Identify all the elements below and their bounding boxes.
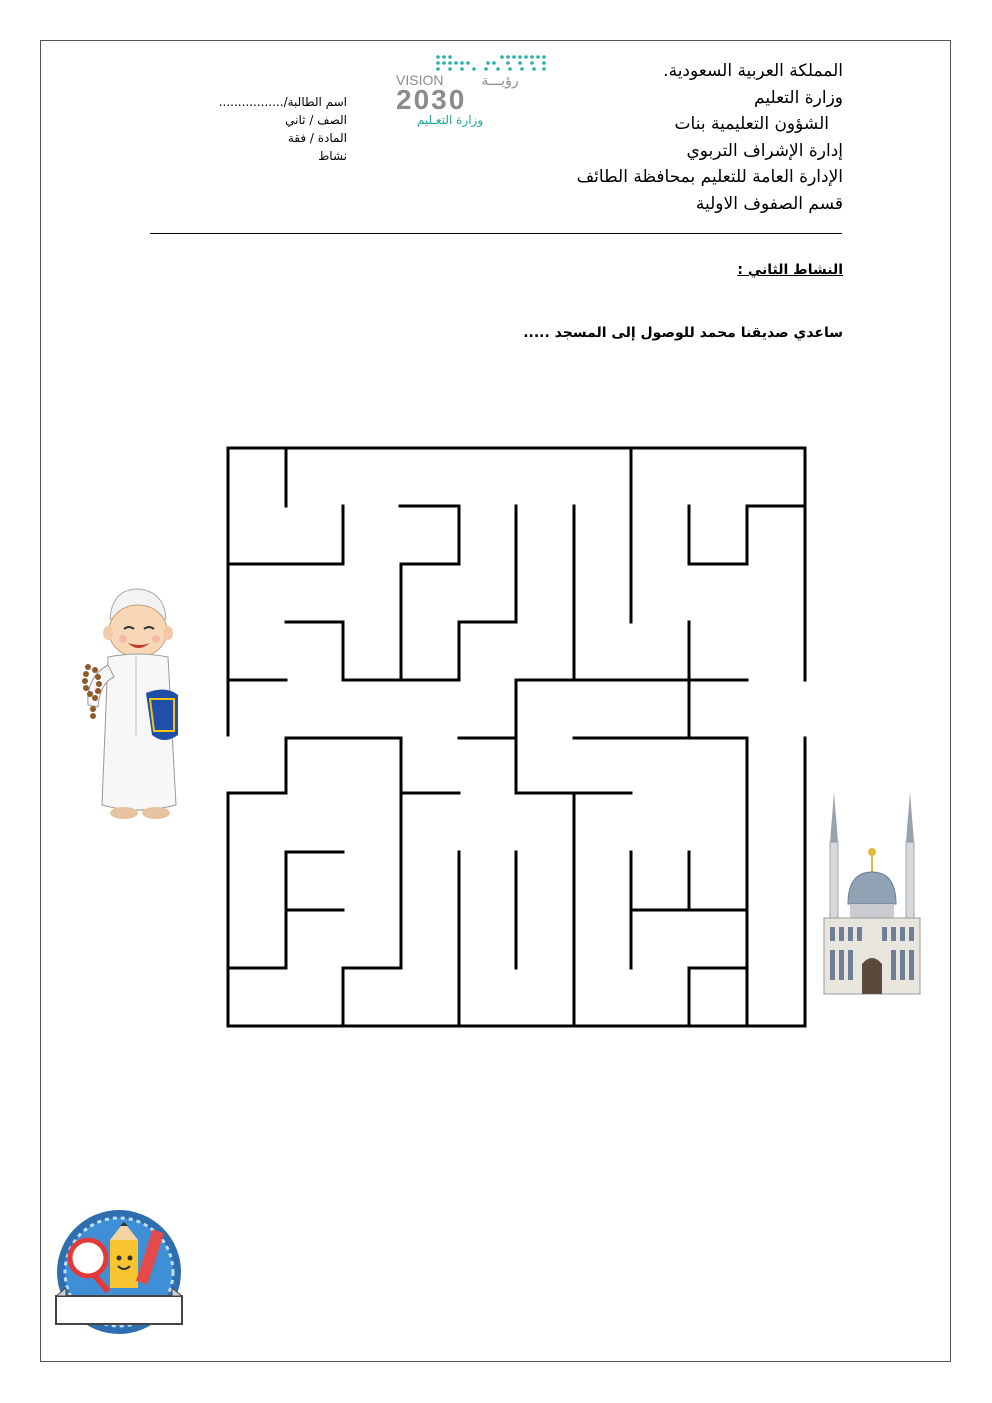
activity-label: نشاط [318, 149, 347, 163]
ministry-line: الشؤون التعليمية بنات [674, 114, 829, 134]
logo-year-text: 2030 [396, 84, 467, 115]
logo-vision-text: VISION [396, 72, 444, 88]
maze-walls [228, 448, 805, 1026]
ministry-line: قسم الصفوف الاولية [695, 193, 843, 214]
ministry-line: وزارة التعليم [754, 87, 843, 108]
logo-vision-ar-text: رؤيـــة [481, 73, 519, 89]
vision-2030-logo [392, 52, 554, 128]
mosque-illustration [818, 792, 926, 997]
ministry-line: إدارة الإشراف التربوي [686, 140, 843, 161]
subject-field: المادة / فقة [287, 131, 347, 145]
header-separator [150, 233, 842, 234]
grade-field: الصف / ثاني [285, 113, 347, 127]
student-info [185, 93, 347, 165]
boy-illustration [68, 585, 192, 825]
logo-ministry-text: وزارة التعـليم [416, 113, 484, 127]
school-supplies-badge-icon [52, 1200, 186, 1342]
ministry-line: المملكة العربية السعودية. [663, 61, 843, 81]
activity-title: النشاط الثاني : [737, 262, 843, 278]
ministry-line: الإدارة العامة للتعليم بمحافظة الطائف [576, 167, 843, 187]
student-name-field: اسم الطالبة/................. [218, 95, 347, 109]
maze [200, 420, 840, 1060]
activity-instruction: ساعدي صديقنا محمد للوصول إلى المسجد ..... [523, 325, 843, 341]
ministry-header [513, 58, 843, 217]
